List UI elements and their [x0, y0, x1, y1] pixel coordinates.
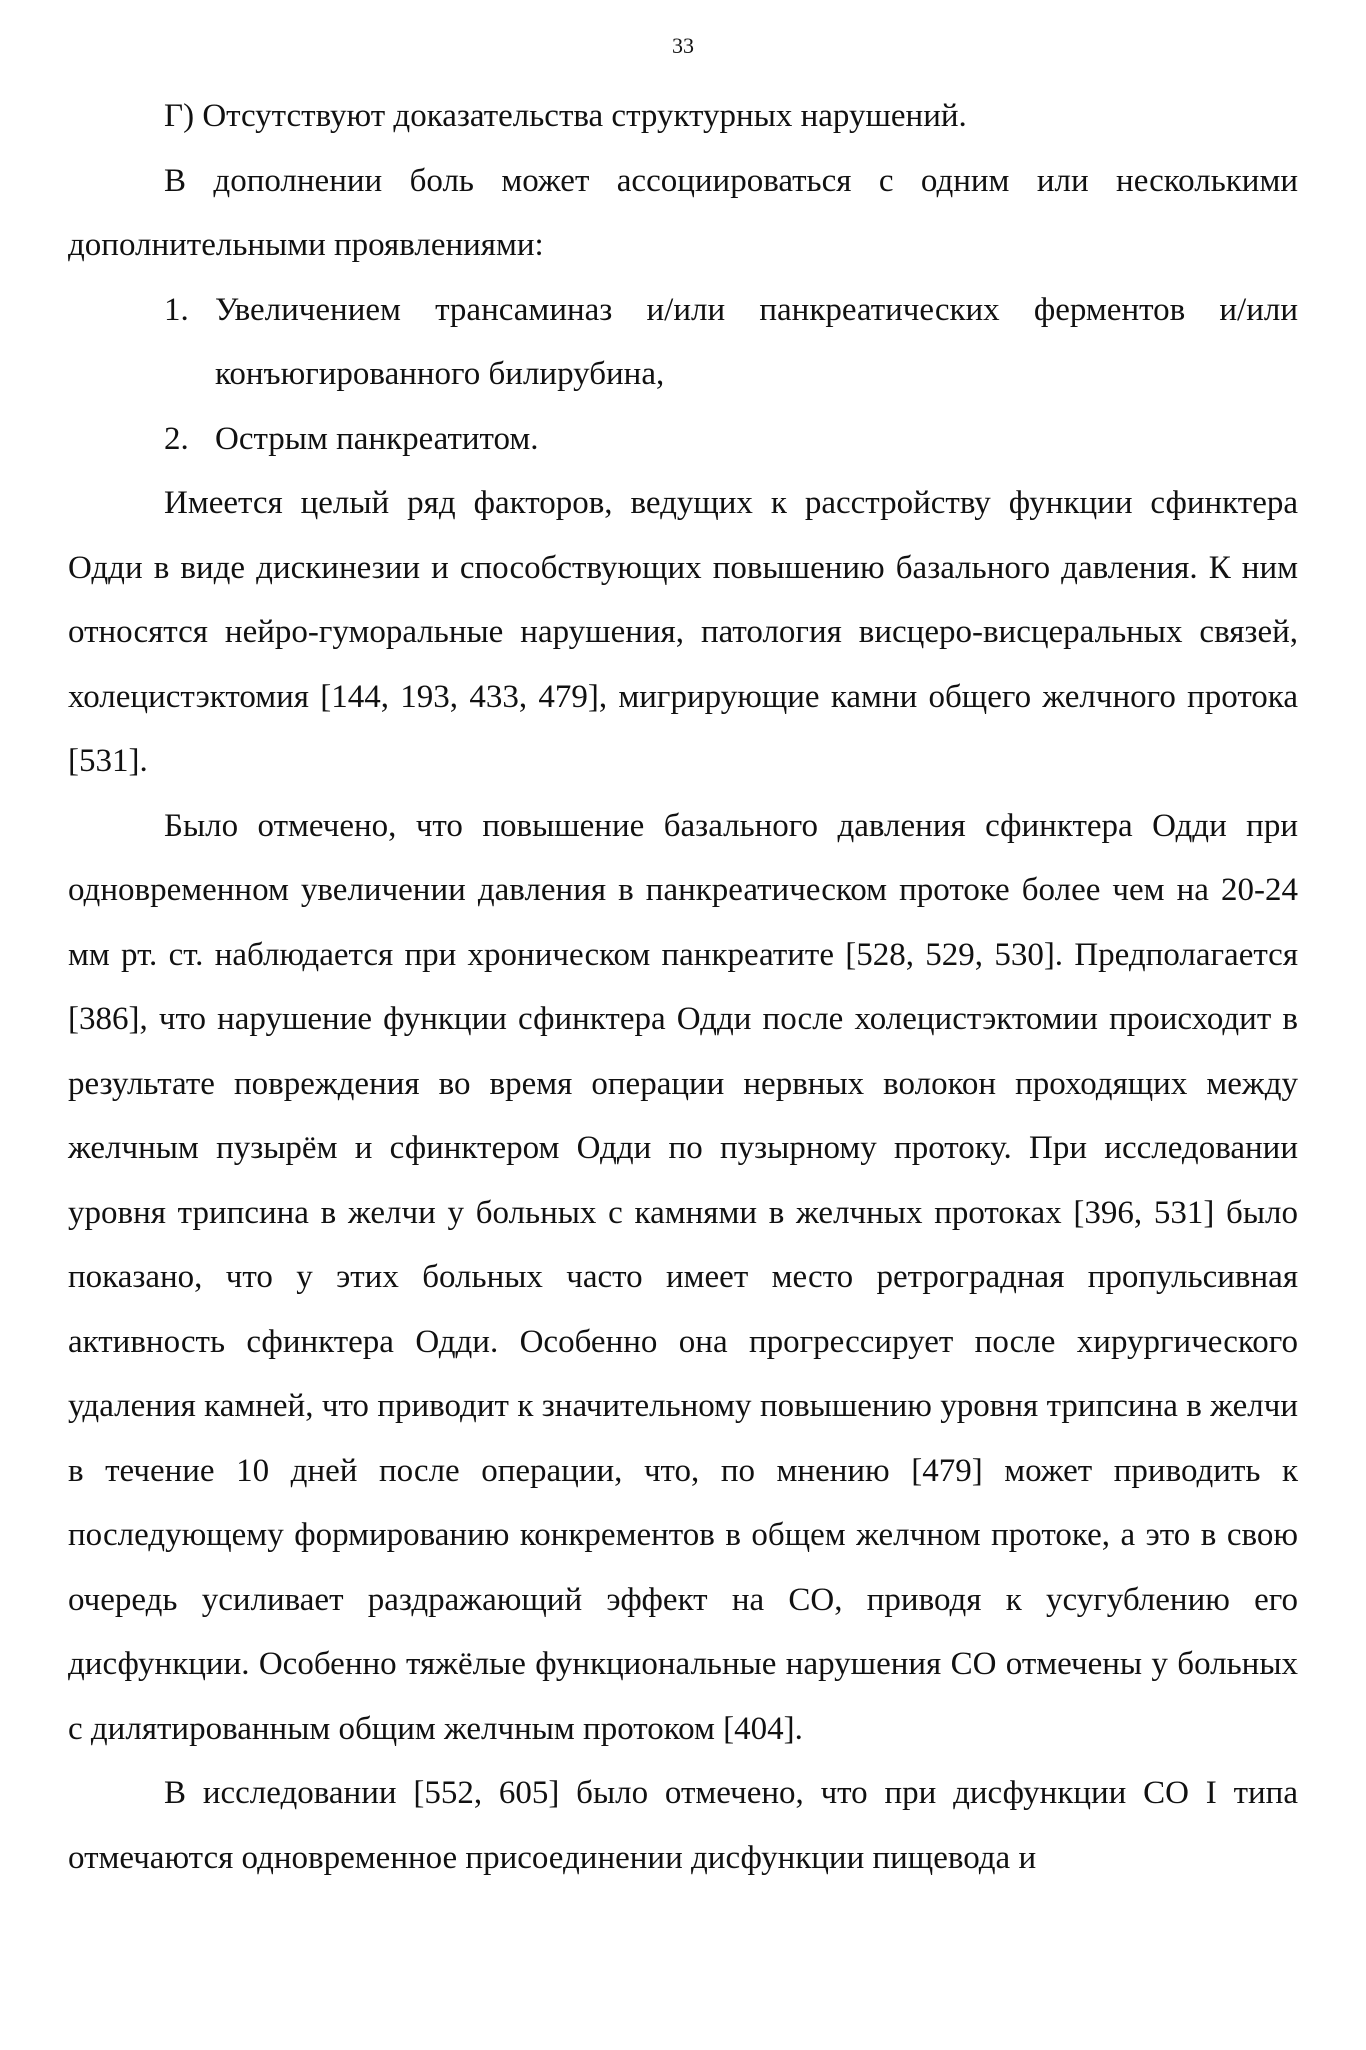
list-item-number: 2. — [164, 420, 189, 457]
list-item — [68, 278, 1298, 407]
paragraph-basal-pressure: Было отмечено, что повышение базального давления сфинктера Одди при одновременном увеличении давления в панкреатическом протоке более чем на 20-24 мм рт. ст. наблюдается при хроническом панкреатите [528, 529, 530]. Предполагается [386], что нарушение функции сфинктера Одди после холецистэктомии происходит в результате повреждения во время операции нервных волокон проходящих между желчным пузырём и сфинктером Одди по пузырному протоку. При исследовании уровня трипсина в желчи у больных с камнями в желчных протоках [396, 531] было показано, что у этих больных часто имеет место ретроградная пропульсивная активность сфинктера Одди. Особенно она прогрессирует после хирургического удаления камней, что приводит к значительному повышению уровня трипсина в желчи в течение 10 дней после операции, что, по мнению [479] может приводить к последующему формированию конкрементов в общем желчном протоке, а это в свою очередь усиливает раздражающий эффект на СО, приводя к усугублению его дисфункции. Особенно тяжёлые функциональные нарушения СО отмечены у больных с дилятированным общим желчным протоком [404]. — [68, 807, 1298, 1747]
list-item-text: Острым панкреатитом. — [215, 420, 539, 457]
list-item — [68, 407, 1298, 472]
list-item-number: 1. — [164, 291, 189, 328]
manifestations-list — [68, 278, 1298, 472]
paragraph-absence-of-structural-disorders: Г) Отсутствуют доказательства структурных нарушений. — [164, 98, 967, 134]
page-number: 33 — [672, 33, 694, 58]
document-body — [68, 84, 1298, 1890]
paragraph-factors: Имеется целый ряд факторов, ведущих к расстройству функции сфинктера Одди в виде дискинезии и способствующих повышению базального давления. К ним относятся нейро-гуморальные нарушения, патология висцеро-висцеральных связей, холецистэктомия [144, 193, 433, 479], мигрирующие камни общего желчного протока [531]. — [68, 485, 1298, 779]
paragraph-research: В исследовании [552, 605] было отмечено, что при дисфункции СО I типа отмечаются одновременное присоединении дисфункции пищевода и — [68, 1775, 1298, 1876]
list-item-text: Увеличением трансаминаз и/или панкреатических ферментов и/или конъюгированного билирубина, — [215, 291, 1298, 392]
paragraph-additional-manifestations: В дополнении боль может ассоциироваться с одним или несколькими дополнительными проявлениями: — [68, 162, 1298, 263]
